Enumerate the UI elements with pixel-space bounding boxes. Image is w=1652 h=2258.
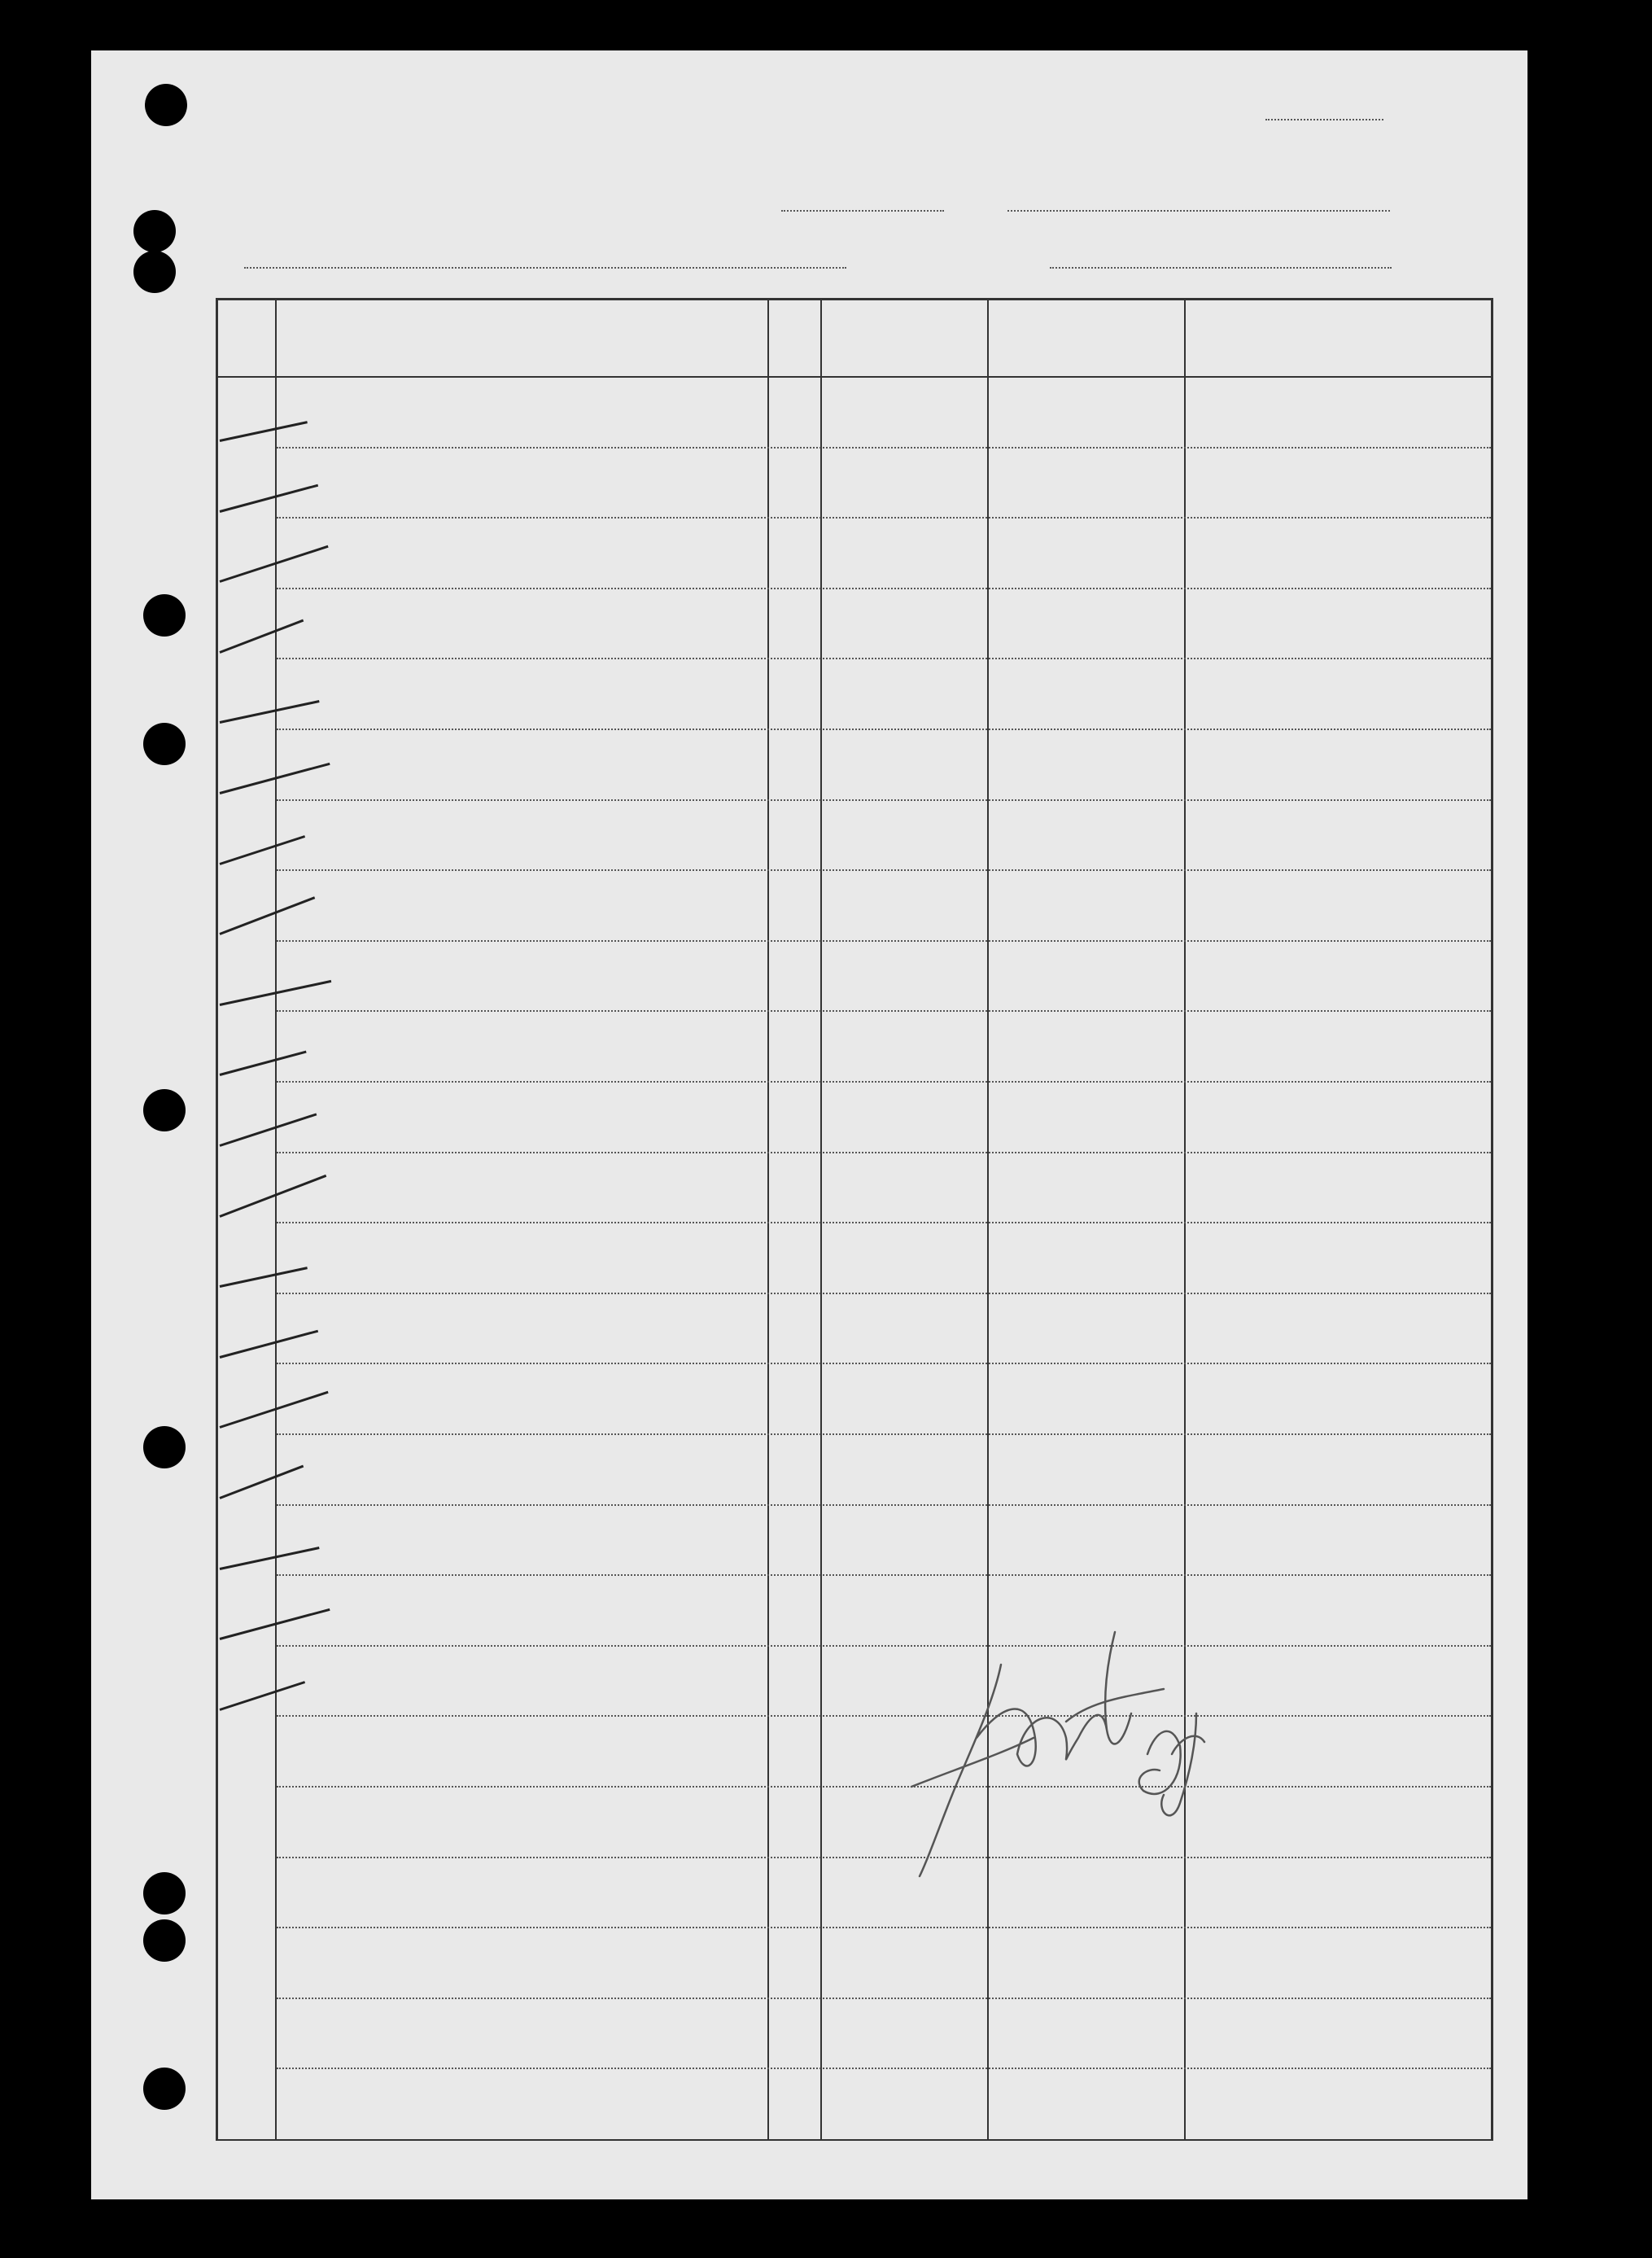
list-no-dots <box>1265 119 1383 120</box>
row-divider <box>277 1293 1491 1294</box>
from-dots <box>1007 210 1390 212</box>
row-divider <box>277 1574 1491 1576</box>
row-divider <box>277 1645 1491 1647</box>
form-header-block <box>208 104 525 111</box>
binder-hole <box>133 210 176 252</box>
row-divider <box>277 1433 1491 1435</box>
row-divider <box>277 1786 1491 1788</box>
row-divider <box>277 517 1491 519</box>
row-divider <box>277 1222 1491 1223</box>
row-divider <box>277 729 1491 730</box>
binder-hole <box>143 2068 186 2110</box>
binder-hole <box>143 723 186 765</box>
row-divider <box>277 1081 1491 1083</box>
binder-hole <box>143 1426 186 1468</box>
row-divider <box>277 1363 1491 1364</box>
row-divider <box>277 1152 1491 1153</box>
arrival-dots <box>1050 267 1392 269</box>
row-divider <box>277 1010 1491 1012</box>
row-divider <box>277 1857 1491 1858</box>
row-divider <box>277 869 1491 871</box>
row-divider <box>277 1504 1491 1506</box>
signature-mark <box>903 1616 1278 1884</box>
class-dots <box>781 210 944 212</box>
row-divider <box>277 2068 1491 2069</box>
row-divider <box>277 447 1491 449</box>
row-divider <box>277 1998 1491 1999</box>
binder-hole <box>133 251 176 293</box>
binder-hole <box>143 1919 186 1962</box>
binder-hole <box>143 594 186 637</box>
row-divider <box>277 658 1491 659</box>
row-divider <box>277 799 1491 801</box>
binder-hole <box>143 1872 186 1914</box>
binder-hole <box>145 84 187 126</box>
vessel-dots <box>244 267 846 269</box>
binder-hole <box>143 1089 186 1131</box>
document-sheet <box>91 50 1527 2199</box>
row-divider <box>277 1927 1491 1928</box>
row-divider <box>277 588 1491 589</box>
row-divider <box>277 1715 1491 1717</box>
row-divider <box>277 940 1491 942</box>
